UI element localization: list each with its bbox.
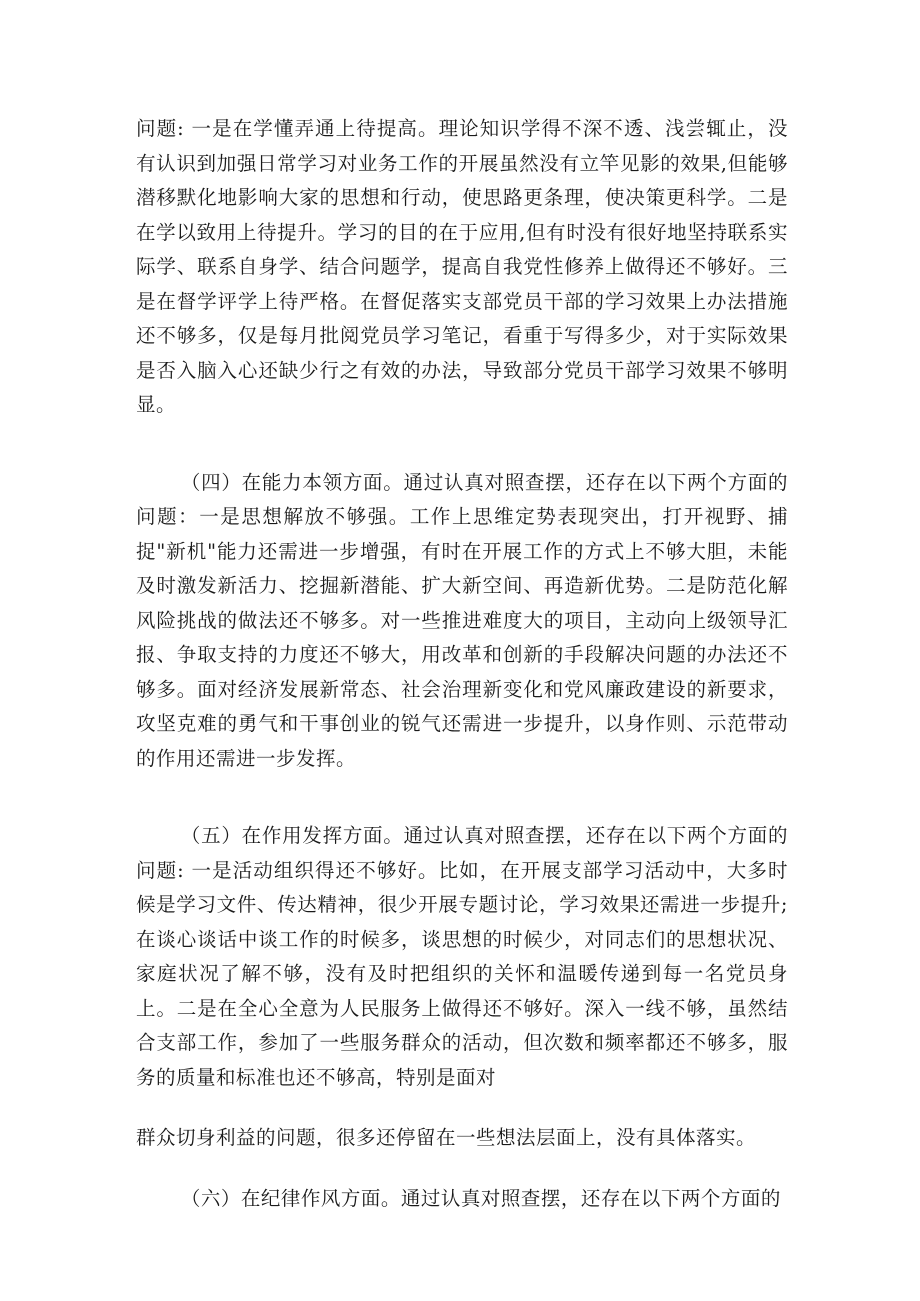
paragraph-study-issues: 问题: 一是在学懂弄通上待提高。理论知识学得不深不透、浅尝辄止，没有认识到加强日常学习对业务工作的开展虽然没有立竿见影的效果,但能够潜移默化地影响大家的思想和行动，使思路更条理，使决策更科学。二是在学以致用上待提升。学习的目的在于应用,但有时没有很好地坚持联系实际学、联系自身学、结合问题学，提高自我党性修养上做得还不够好。三是在督学评学上待严格。在督促落实支部党员干部的学习效果上办法措施还不够多，仅是每月批阅党员学习笔记，看重于写得多少，对于实际效果是否入脑入心还缺少行之有效的办法，导致部分党员干部学习效果不够明显。 [136, 117, 788, 416]
paragraph-role: （五）在作用发挥方面。通过认真对照查摆，还存在以下两个方面的问题: 一是活动组织得还不够好。比如，在开展支部学习活动中，大多时候是学习文件、传达精神，很少开展专题讨论，学习效果还需进一步提升; 在谈心谈话中谈工作的时候多，谈思想的时候少，对同志们的思想状况、家庭状况了解不够，没有及时把组织的关怀和温暖传递到每一名党员身上。二是在全心全意为人民服务上做得还不够好。深入一线不够，虽然结合支部工作，参加了一些服务群众的活动，但次数和频率都还不够多，服务的质量和标准也还不够高，特别是面对 [136, 824, 788, 1089]
paragraph-gap [136, 423, 788, 466]
document-page [136, 112, 788, 1216]
paragraph-role-continued: 群众切身利益的问题，很多还停留在一些想法层面上，没有具体落实。 [136, 1126, 757, 1149]
paragraph-ability: （四）在能力本领方面。通过认真对照查摆，还存在以下两个方面的问题：一是思想解放不够强。工作上思维定势表现突出，打开视野、捕捉"新机"能力还需进一步增强，有时在开展工作的方式上不够大胆，未能及时激发新活力、挖掘新潜能、扩大新空间、再造新优势。二是防范化解风险挑战的做法还不够多。对一些推进难度大的项目，主动向上级领导汇报、争取支持的力度还不够大，用改革和创新的手段解决问题的办法还不够多。面对经济发展新常态、社会治理新变化和党风廉政建设的新要求，攻坚克难的勇气和干事创业的锐气还需进一步提升，以身作则、示范带动的作用还需进一步发挥。 [136, 470, 788, 770]
paragraph-discipline: （六）在纪律作风方面。通过认真对照查摆，还存在以下两个方面的 [180, 1186, 781, 1210]
paragraph-gap [136, 1156, 788, 1182]
paragraph-gap [136, 776, 788, 819]
paragraph-gap [136, 1095, 788, 1121]
